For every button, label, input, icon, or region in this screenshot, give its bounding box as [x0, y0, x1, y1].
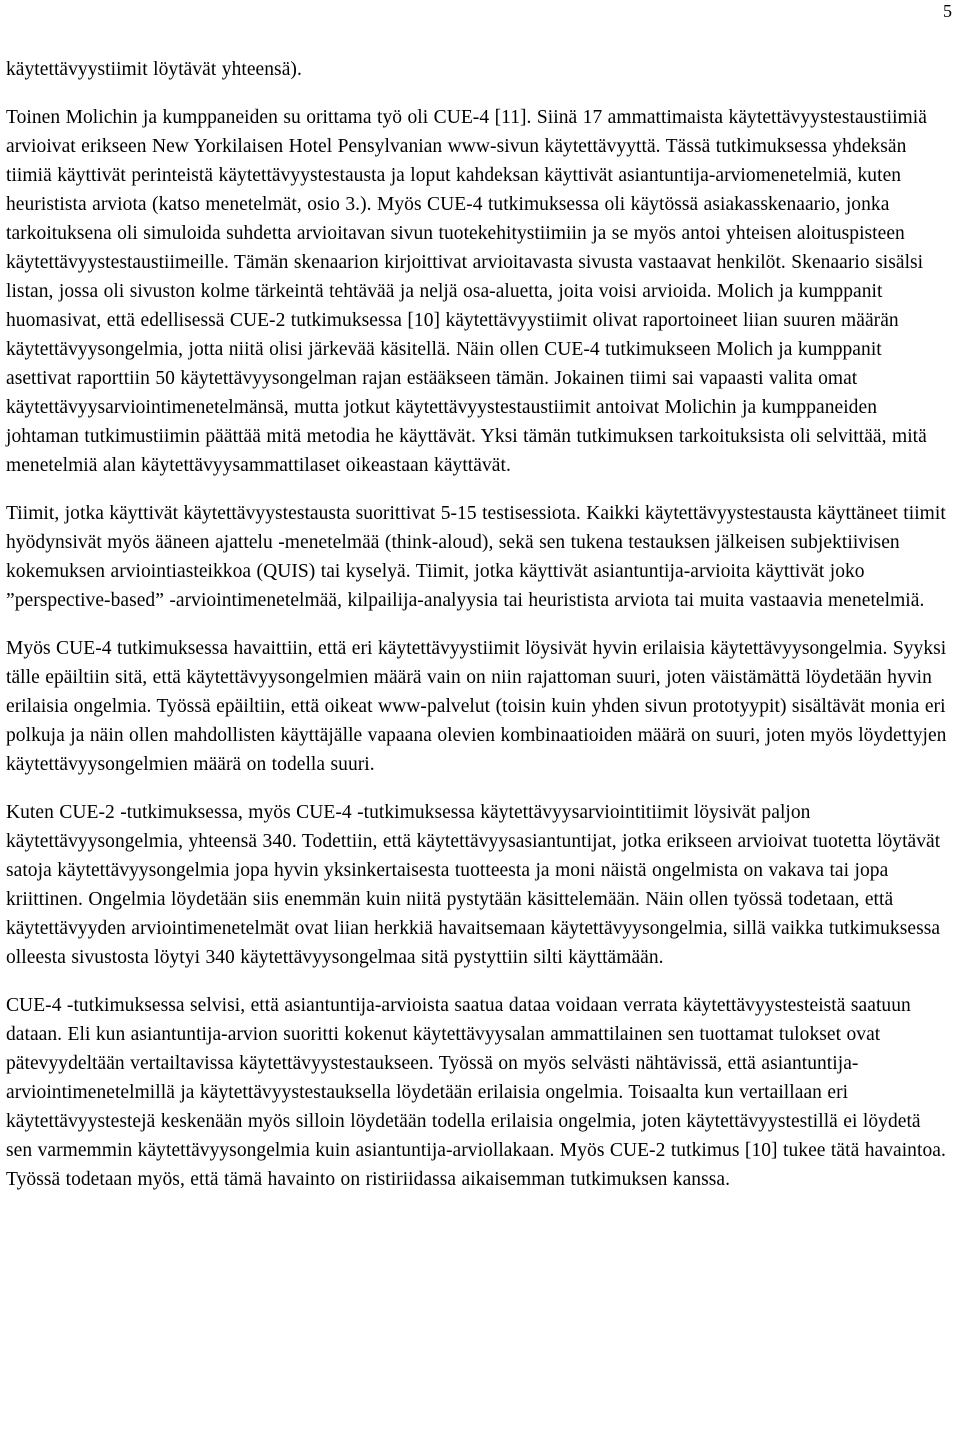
page-number: 5 [943, 1, 952, 21]
document-body [6, 55, 950, 1213]
paragraph-cue4-problem-count: Kuten CUE-2 -tutkimuksessa, myös CUE-4 -tutkimuksessa käytettävyysarviointitiimit löysivät paljon käytettävyysongelmia, yhteensä 340. Todettiin, että käytettävyysasiantuntijat, jotka erikseen arvioivat tuotetta löytävät satoja käytettävyysongelmia jopa hyvin yksinkertaisesta tuotteesta ja moni näistä ongelmista on vakava tai jopa kriittinen. Ongelmia löydetään siis enemmän kuin niitä pystytään käsittelemään. Näin ollen työssä todetaan, että käytettävyyden arviointimenetelmät ovat liian herkkiä havaitsemaan käytettävyysongelmia, sillä vaikka tutkimuksessa olleesta sivustosta löytyi 340 käytettävyysongelmaa sitä pystyttiin silti käyttämään. [6, 802, 941, 968]
paragraph-continuation: käytettävyystiimit löytävät yhteensä). [6, 59, 302, 80]
paragraph-cue4-methods: Tiimit, jotka käyttivät käytettävyystestausta suorittivat 5-15 testisessiota. Kaikki käytettävyystestausta käyttäneet tiimit hyödynsivät myös ääneen ajattelu -menetelmää (think-aloud), sekä sen tukena testauksen jälkeisen subjektiivisen kokemuksen arviointiasteikkoa (QUIS) tai kyselyä. Tiimit, jotka käyttivät asiantuntija-arvioita käyttivät joko ”perspective-based” -arviointimenetelmää, kilpailija-analyysia tai heuristista arviota tai muita vastaavia menetelmiä. [6, 503, 946, 611]
paragraph-cue4-comparison: CUE-4 -tutkimuksessa selvisi, että asiantuntija-arvioista saatua dataa voidaan verrata käytettävyystesteistä saatuun dataan. Eli kun asiantuntija-arvion suoritti kokenut käytettävyysalan ammattilainen sen tuottamat tulokset ovat pätevyydeltään vertailtavissa käytettävyystestaukseen. Työssä on myös selvästi nähtävissä, että asiantuntija-arviointimenetelmillä ja käytettävyystestauksella löydetään erilaisia ongelmia. Toisaalta kun vertaillaan eri käytettävyystestejä keskenään myös silloin löydetään todella erilaisia ongelmia, joten käytettävyystestillä ei löydetä sen varmemmin käytettävyysongelmia kuin asiantuntija-arviollakaan. Myös CUE-2 tutkimus [10] tukee tätä havaintoa. Työssä todetaan myös, että tämä havainto on ristiriidassa aikaisemman tutkimuksen kanssa. [6, 995, 946, 1190]
paragraph-cue4-overview: Toinen Molichin ja kumppaneiden su orittama työ oli CUE-4 [11]. Siinä 17 ammattimaista käytettävyystestaustiimiä arvioivat erikseen New Yorkilaisen Hotel Pensylvanian www-sivun käytettävyyttä. Tässä tutkimuksessa yhdeksän tiimiä käyttivät perinteistä käytettävyystestausta ja loput kahdeksan käyttivät asiantuntija-arviomenetelmiä, kuten heuristista arviota (katso menetelmät, osio 3.). Myös CUE-4 tutkimuksessa oli käytössä asiakasskenaario, jonka tarkoituksena oli simuloida suhdetta arvioitavan sivun tuotekehitystiimiin ja se myös antoi yhteisen aloituspisteen käytettävyystestaustiimeille. Tämän skenaarion kirjoittivat arvioitavasta sivusta vastaavat henkilöt. Skenaario sisälsi listan, jossa oli sivuston kolme tärkeintä tehtävää ja neljä osa-aluetta, joita voisi arvioida. Molich ja kumppanit huomasivat, että edellisessä CUE-2 tutkimuksessa [10] käytettävyystiimit olivat raportoineet liian suuren määrän käytettävyysongelmia, jotta niitä olisi järkevää käsitellä. Näin ollen CUE-4 tutkimukseen Molich ja kumppanit asettivat raporttiin 50 käytettävyysongelman rajan estääkseen tämän. Jokainen tiimi sai vapaasti valita omat käytettävyysarviointimenetelmänsä, mutta jotkut käytettävyystestaustiimit antoivat Molichin ja kumppaneiden johtaman tutkimustiimin päättää mitä metodia he käyttävät. Yksi tämän tutkimuksen tarkoituksista oli selvittää, mitä menetelmiä alan käytettävyysammattilaset oikeastaan käyttävät. [6, 107, 927, 476]
paragraph-cue4-findings: Myös CUE-4 tutkimuksessa havaittiin, että eri käytettävyystiimit löysivät hyvin erilaisia käytettävyysongelmia. Syyksi tälle epäiltiin sitä, että käytettävyysongelmien määrä vain on niin rajattoman suuri, joten väistämättä löydetään hyvin erilaisia ongelmia. Työssä epäiltiin, että oikeat www-palvelut (toisin kuin yhden sivun prototyypit) sisältävät monia eri polkuja ja näin ollen mahdollisten käyttäjälle vapaana olevien kombinaatioiden määrä on suuri, joten myös löydettyjen käytettävyysongelmien määrä on todella suuri. [6, 638, 947, 775]
